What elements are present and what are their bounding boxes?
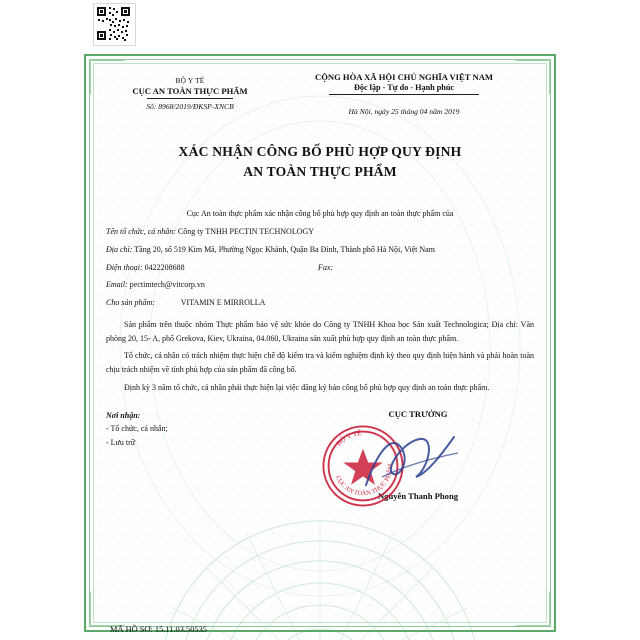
qr-code-icon — [93, 3, 136, 46]
recipient-item: - Lưu trữ — [106, 437, 136, 447]
paragraph-1: Sản phẩm trên thuộc nhóm Thực phẩm bảo vệ sức khỏe do Công ty TNHH Khoa học Sản xuất Technologica; Địa chỉ: Văn phòng 20, 15- A, phố Grekova, Kiev, Ukraina, 04.060, Ukraina sản xuất phù hợp quy định an toàn thực phẩm. — [106, 319, 534, 343]
certificate-content — [106, 72, 534, 501]
recipient-item: - Tổ chức, cá nhân; — [106, 424, 168, 434]
divider-motto — [329, 94, 479, 95]
svg-text:BỘ Y TẾ: BỘ Y TẾ — [335, 429, 362, 448]
paragraph-3: Định kỳ 3 năm tổ chức, cá nhân phải thực hiện lại việc đăng ký bản công bố phù hợp quy định an toàn thực phẩm. — [124, 382, 490, 392]
national-block — [274, 72, 534, 116]
product-row — [106, 296, 534, 310]
recipients-title: Nơi nhận: — [106, 410, 141, 420]
document-number: Số: 8968/2019/ĐKSP-XNCB — [146, 102, 234, 111]
paragraph-2: Tổ chức, cá nhân có trách nhiệm thực hiện chế độ kiểm tra và kiểm nghiệm định kỳ theo quy định hiện hành và phải hoàn toàn chịu trách nhiệm về tính phù hợp của sản phẩm đã công bố. — [106, 351, 534, 375]
fax-cell — [318, 261, 333, 275]
address-value: Tầng 20, số 519 Kim Mã, Phường Ngọc Khánh, Quận Ba Đình, Thành phố Hà Nội, Việt Nam — [134, 244, 435, 254]
certificate-sheet — [76, 46, 564, 640]
document-footer — [106, 409, 534, 501]
ministry-name: BỘ Y TẾ — [175, 76, 205, 85]
product-label: Cho sản phẩm: — [106, 298, 155, 308]
fax-label: Fax: — [318, 262, 334, 272]
lead-paragraph: Cục An toàn thực phẩm xác nhận công bố phù hợp quy định an toàn thực phẩm của — [186, 209, 454, 219]
signature-block — [302, 409, 534, 501]
national-motto: Độc lập - Tự do - Hạnh phúc — [353, 83, 455, 92]
phone-value: 0422208688 — [144, 262, 185, 272]
national-title: CỘNG HÒA XÃ HỘI CHỦ NGHĨA VIỆT NAM — [314, 72, 494, 82]
phone-label: Điện thoại: — [106, 262, 143, 272]
issuer-block — [106, 72, 274, 111]
org-label: Tên tổ chức, cá nhân: — [106, 227, 176, 237]
email-label: Email: — [106, 280, 128, 290]
address-row — [106, 243, 534, 257]
svg-text:CỤC AN TOÀN THỰC PHẨM: CỤC AN TOÀN THỰC PHẨM — [333, 463, 395, 497]
place-date: Hà Nội, ngày 25 tháng 04 năm 2019 — [348, 107, 460, 116]
document-body — [106, 207, 534, 394]
signer-role: CỤC TRƯỞNG — [388, 408, 448, 419]
org-value: Công ty TNHH PECTIN TECHNOLOGY — [177, 227, 315, 237]
divider-issuer — [147, 98, 233, 99]
document-header — [106, 72, 534, 116]
page-title — [106, 142, 534, 181]
phone-fax-row — [106, 261, 534, 275]
email-row — [106, 278, 534, 292]
page-title-line1: XÁC NHẬN CÔNG BỐ PHÙ HỢP QUY ĐỊNH — [178, 144, 462, 159]
product-value: VITAMIN E MIRROLLA — [180, 298, 266, 308]
corner-ornament-bottom-left — [90, 580, 136, 626]
recipients-block — [106, 409, 302, 501]
address-label: Địa chỉ: — [106, 244, 133, 254]
corner-ornament-bottom-right — [504, 580, 550, 626]
record-code: MÃ HỒ SƠ: 15.11.03.50535 — [110, 625, 207, 634]
official-seal-stamp — [320, 423, 406, 509]
department-name: CỤC AN TOÀN THỰC PHẨM — [132, 86, 248, 96]
email-value: pectimtech@vitcorp.vn — [129, 280, 205, 290]
page-title-line2: AN TOÀN THỰC PHẨM — [243, 163, 397, 179]
org-row — [106, 225, 534, 239]
phone-cell — [106, 261, 318, 275]
signer-name: Nguyễn Thanh Phong — [377, 490, 459, 501]
